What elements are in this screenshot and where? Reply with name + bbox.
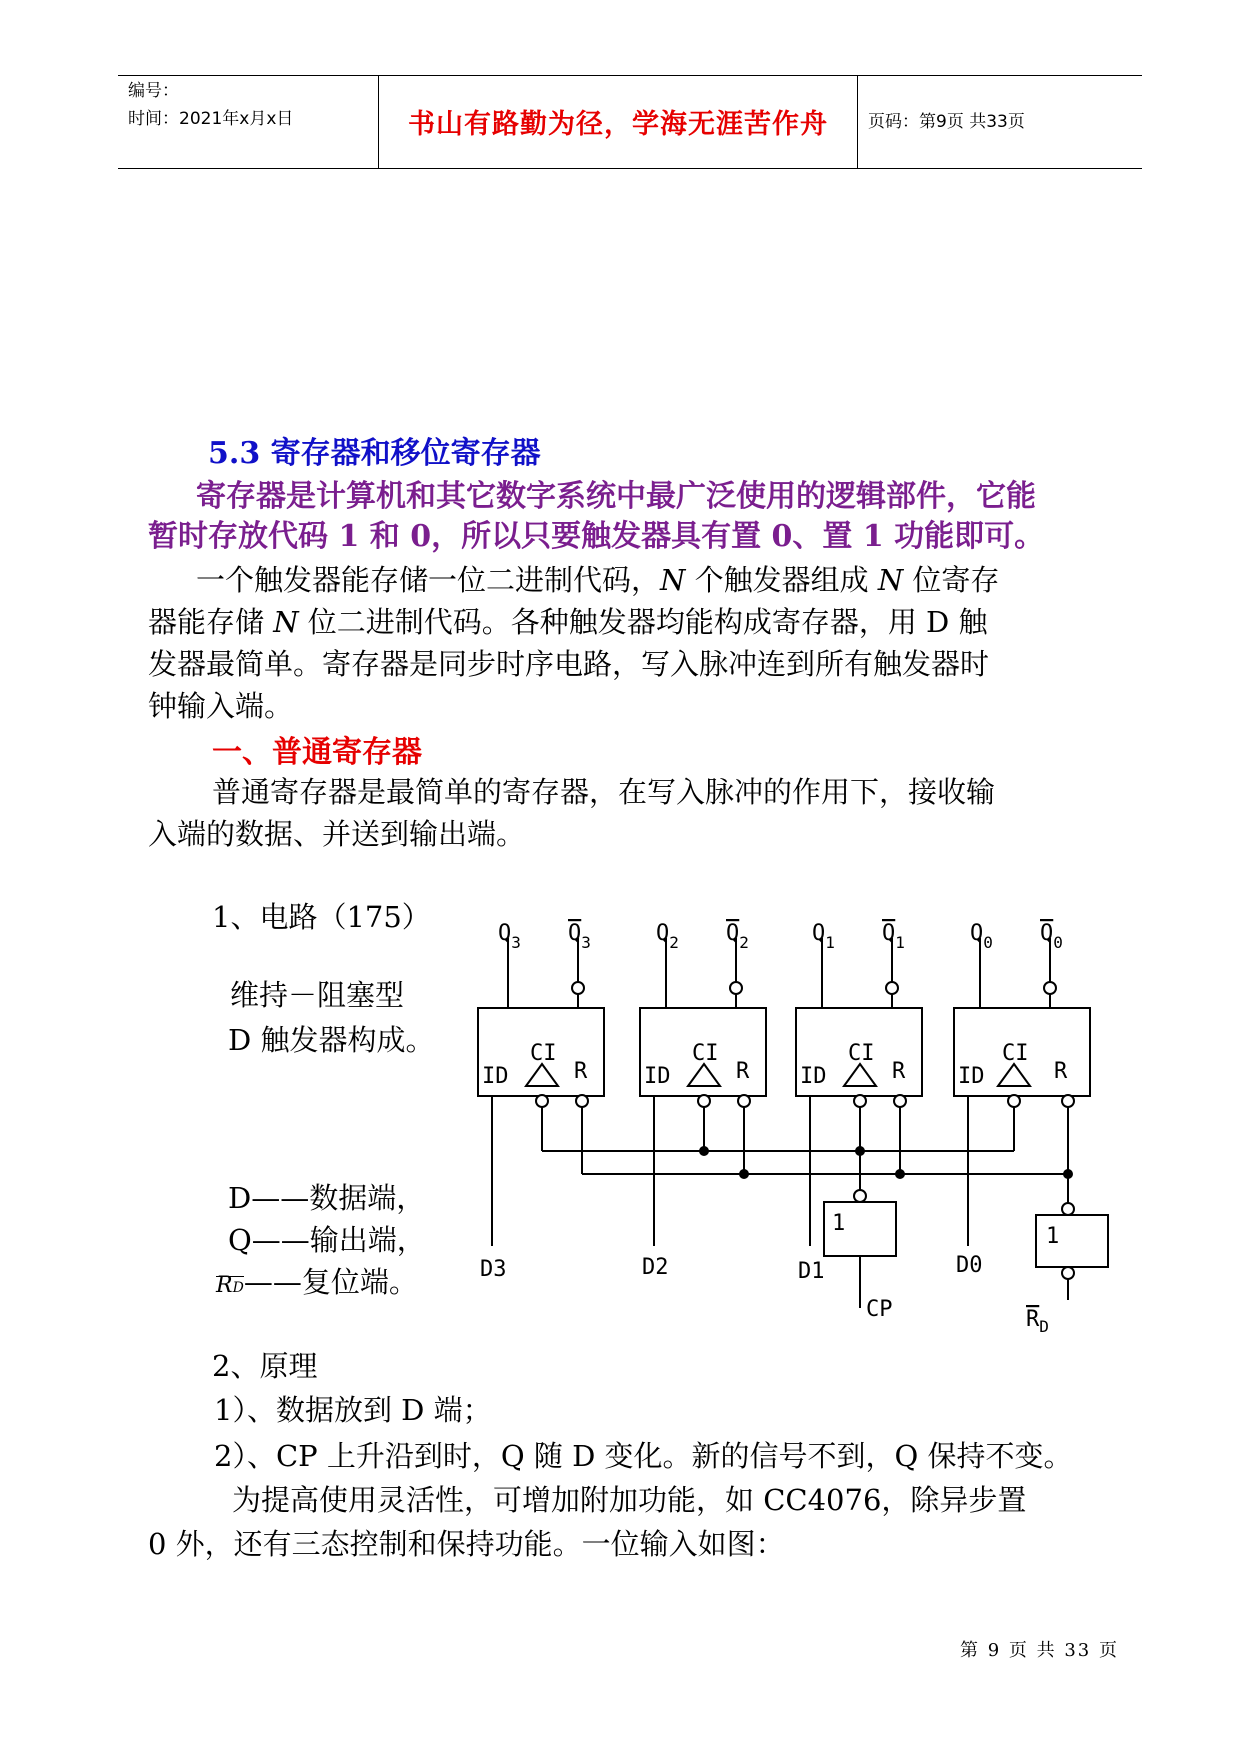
principle-para-line-1: 为提高使用灵活性，可增加附加功能，如 CC4076，除异步置 bbox=[232, 1483, 1027, 1517]
principle-step-2: 2）、CP 上升沿到时，Q 随 D 变化。新的信号不到，Q 保持不变。 bbox=[214, 1439, 1073, 1473]
principle-heading: 2、原理 bbox=[212, 1349, 318, 1383]
ff2-pin-ci: CI bbox=[692, 1041, 719, 1066]
q3-label: $Q_3$ bbox=[498, 921, 521, 952]
rd-label: $R_D$ bbox=[1026, 1307, 1049, 1336]
para1-line-4: 钟输入端。 bbox=[148, 689, 294, 723]
intro-line-2: 暂时存放代码 1 和 0，所以只要触发器具有置 0、置 1 功能即可。 bbox=[148, 519, 1045, 554]
d3-label: D3 bbox=[480, 1257, 507, 1282]
para1-line-1: 一个触发器能存储一位二进制代码，N 个触发器组成 N 位寄存 bbox=[196, 563, 1000, 597]
para1-line-3: 发器最简单。寄存器是同步时序电路，写入脉冲连到所有触发器时 bbox=[148, 647, 990, 681]
ff0-pin-ci: CI bbox=[1002, 1041, 1029, 1066]
para1-line-2: 器能存储 N 位二进制代码。各种触发器均能构成寄存器，用 D 触 bbox=[148, 605, 988, 639]
d2-label: D2 bbox=[642, 1255, 669, 1280]
q2-bar-label: $Q_2$ bbox=[726, 921, 749, 952]
header-motto-cell bbox=[378, 76, 858, 168]
circuit-desc-line-2: D 触发器构成。 bbox=[228, 1023, 435, 1057]
q0-label: $Q_0$ bbox=[970, 921, 993, 952]
subsection-title: 一、普通寄存器 bbox=[212, 735, 422, 770]
ff1-pin-id: ID bbox=[800, 1064, 827, 1089]
principle-para-line-2: 0 外，还有三态控制和保持功能。一位输入如图： bbox=[148, 1527, 785, 1561]
header-meta-cell bbox=[118, 76, 378, 168]
document-date: 时间：2021年x月x日 bbox=[128, 109, 294, 129]
principle-step-1: 1）、数据放到 D 端； bbox=[214, 1393, 492, 1427]
page-header bbox=[118, 75, 1142, 169]
d0-label: D0 bbox=[956, 1253, 983, 1278]
reset-buffer-label: 1 bbox=[1046, 1224, 1060, 1249]
document-number: 编号： bbox=[128, 81, 179, 101]
cp-label: CP bbox=[866, 1297, 893, 1322]
flip-flop-0 bbox=[954, 938, 1090, 1246]
section-title: 5.3 寄存器和移位寄存器 bbox=[208, 436, 541, 471]
ff1-pin-ci: CI bbox=[848, 1041, 875, 1066]
q0-bar-label: $Q_0$ bbox=[1040, 921, 1063, 952]
flip-flop-2 bbox=[640, 938, 766, 1246]
ff3-pin-r: R bbox=[574, 1059, 588, 1084]
register-circuit-diagram bbox=[460, 898, 1120, 1338]
header-page-number: 页码：第9页 共33页 bbox=[868, 112, 1025, 132]
legend-output-pin: Q——输出端， bbox=[228, 1223, 426, 1257]
clock-buffer-label: 1 bbox=[832, 1211, 846, 1236]
legend-data-pin: D——数据端， bbox=[228, 1181, 426, 1215]
circuit-item-heading: 1、电路（175） bbox=[212, 900, 431, 934]
flip-flop-3 bbox=[478, 938, 604, 1246]
intro-line-1: 寄存器是计算机和其它数字系统中最广泛使用的逻辑部件，它能 bbox=[196, 479, 1036, 514]
q1-bar-label: $Q_1$ bbox=[882, 921, 905, 952]
para2-line-1: 普通寄存器是最简单的寄存器，在写入脉冲的作用下，接收输 bbox=[212, 775, 996, 809]
q1-label: $Q_1$ bbox=[812, 921, 835, 952]
header-motto: 书山有路勤为径，学海无涯苦作舟 bbox=[408, 109, 828, 140]
ff2-pin-r: R bbox=[736, 1059, 750, 1084]
ff0-pin-r: R bbox=[1054, 1059, 1068, 1084]
d1-label: D1 bbox=[798, 1259, 825, 1284]
q2-label: $Q_2$ bbox=[656, 921, 679, 952]
ff0-pin-id: ID bbox=[958, 1064, 985, 1089]
ff1-pin-r: R bbox=[892, 1059, 906, 1084]
clock-bus bbox=[542, 1107, 1014, 1308]
page-footer: 第 9 页 共 33 页 bbox=[960, 1640, 1119, 1661]
para2-line-2: 入端的数据、并送到输出端。 bbox=[148, 817, 526, 851]
legend-reset-pin: RD——复位端。 bbox=[216, 1265, 418, 1299]
circuit-desc-line-1: 维持－阻塞型 bbox=[230, 978, 405, 1012]
q3-bar-label: $Q_3$ bbox=[568, 921, 591, 952]
header-page-cell bbox=[856, 76, 1142, 168]
ff3-pin-id: ID bbox=[482, 1064, 509, 1089]
ff2-pin-id: ID bbox=[644, 1064, 671, 1089]
ff3-pin-ci: CI bbox=[530, 1041, 557, 1066]
